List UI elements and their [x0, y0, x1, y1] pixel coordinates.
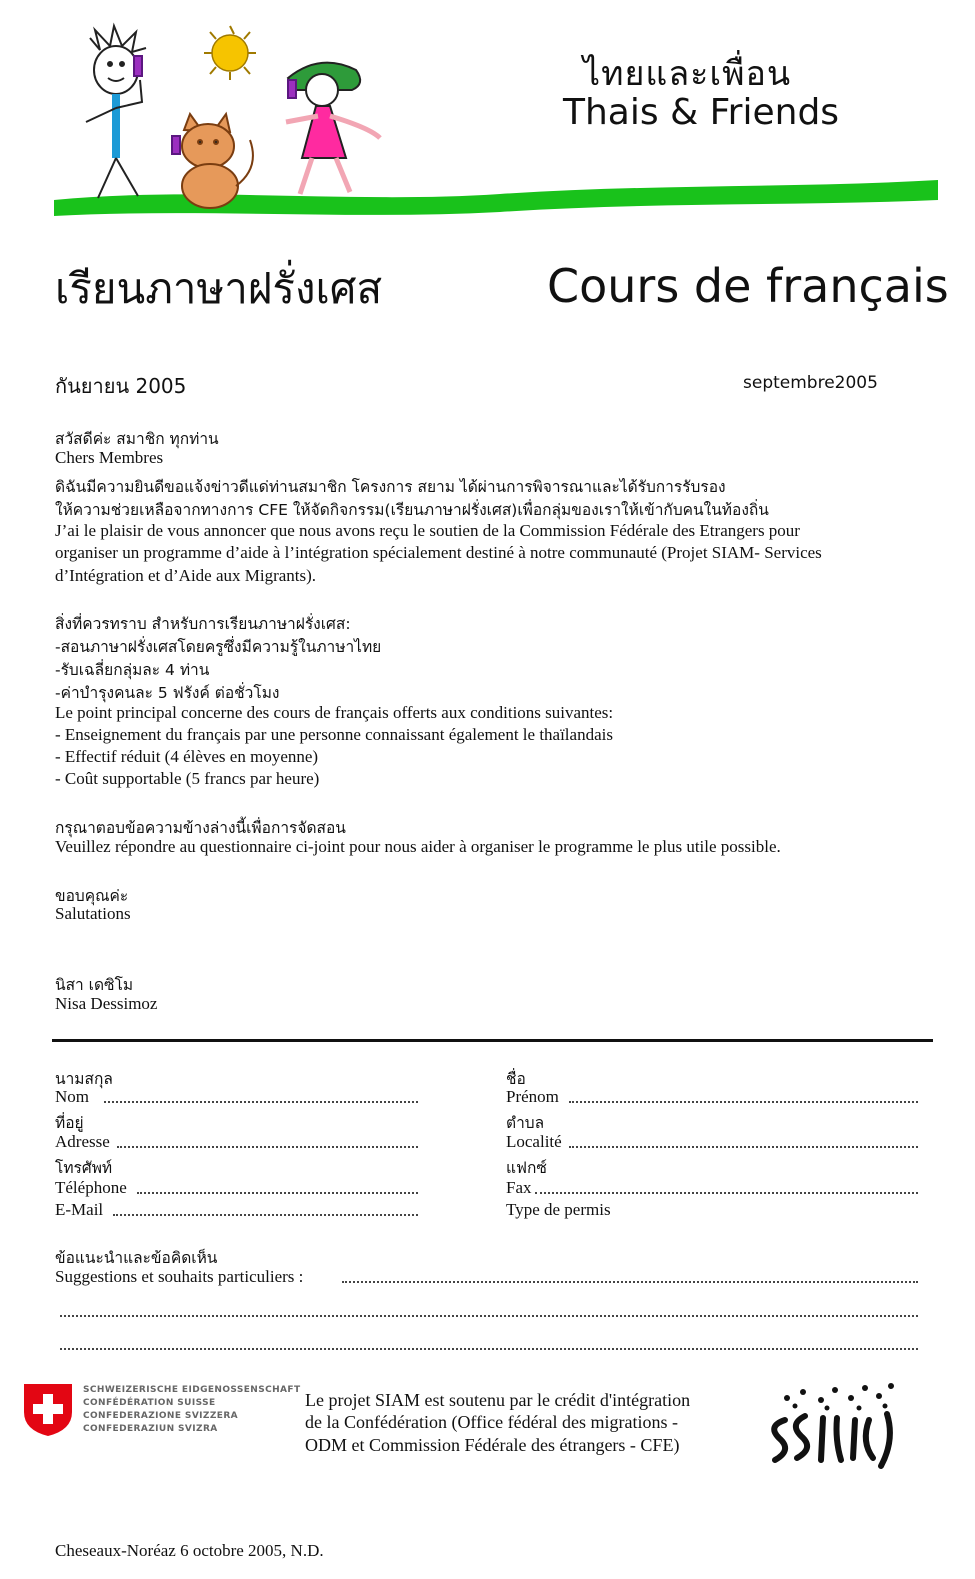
fax-field-line[interactable] [535, 1192, 918, 1194]
email-field-line[interactable] [113, 1214, 418, 1216]
form-fax-label-thai: แฟกซ์ [506, 1159, 547, 1177]
intro-french-line-2: organiser un programme d’aide à l’intégration spécialement destiné à notre communauté (Projet SIAM- Services [55, 543, 822, 562]
greeting-french: Chers Membres [55, 448, 164, 467]
siam-logo [765, 1380, 900, 1470]
page-title-french: Cours de français [547, 259, 949, 313]
form-suggestions-label-thai: ข้อแนะนำและข้อคิดเห็น [55, 1249, 218, 1267]
confederation-name-german: SCHWEIZERISCHE EIDGENOSSENSCHAFT [83, 1385, 301, 1395]
form-adresse-label: Adresse [55, 1132, 110, 1151]
form-suggestions-label: Suggestions et souhaits particuliers : [55, 1267, 304, 1286]
conditions-french-item-3: - Coût supportable (5 francs par heure) [55, 769, 320, 788]
date-french: septembre2005 [743, 373, 878, 393]
conditions-french-item-1: - Enseignement du français par une personne connaissant également le thaïlandais [55, 725, 613, 744]
confederation-name-italian: CONFEDERAZIONE SVIZZERA [83, 1411, 239, 1421]
localite-field-line[interactable] [569, 1146, 918, 1148]
brand-title-thai: ไทยและเพื่อน [583, 54, 792, 94]
request-french: Veuillez répondre au questionnaire ci-joint pour nous aider à organiser le programme le plus utile possible. [55, 837, 781, 856]
intro-french-line-1: J’ai le plaisir de vous annoncer que nous avons reçu le soutien de la Commission Fédérale des Etrangers pour [55, 521, 800, 540]
conditions-thai-item-2: -รับเฉลี่ยกลุ่มละ 4 ท่าน [55, 661, 210, 679]
form-prenom-label-thai: ชื่อ [506, 1070, 526, 1088]
brand-title-english: Thais & Friends [563, 92, 840, 133]
form-adresse-label-thai: ที่อยู่ [55, 1114, 84, 1132]
sun-drawing [204, 26, 256, 80]
suggestions-field-line-2[interactable] [60, 1315, 918, 1317]
conditions-heading-thai: สิ่งที่ควรทราบ สำหรับการเรียนภาษาฝรั่งเศส: [55, 615, 351, 633]
intro-thai-line-2: ให้ความช่วยเหลือจากทางการ CFE ให้จัดกิจกรรม(เรียนภาษาฝรั่งเศส)เพื่อกลุ่มของเราให้เข้ากับคนในท้องถิ่น [55, 501, 769, 519]
conditions-thai-item-1: -สอนภาษาฝรั่งเศสโดยครูซึ่งมีความรู้ในภาษาไทย [55, 638, 382, 656]
request-thai: กรุณาตอบข้อความข้างล่างนี้เพื่อการจัดสอน [55, 819, 346, 837]
date-thai: กันยายน 2005 [55, 374, 187, 398]
form-nom-label-thai: นามสกุล [55, 1070, 113, 1088]
suggestions-field-line-3[interactable] [60, 1348, 918, 1350]
intro-french-line-3: d’Intégration et d’Aide aux Migrants). [55, 566, 317, 585]
confederation-name-romansh: CONFEDERAZIUN SVIZRA [83, 1424, 218, 1434]
credit-line-2: de la Confédération (Office fédéral des migrations - [305, 1412, 679, 1432]
conditions-thai-item-3: -ค่าบำรุงคนละ 5 ฟรังค์ ต่อชั่วโมง [55, 684, 280, 702]
form-localite-label-thai: ตำบล [506, 1114, 545, 1132]
girl-drawing [286, 63, 380, 194]
signature-thai: นิสา เดซิโม [55, 976, 134, 994]
intro-thai-line-1: ดิฉันมีความยินดีขอแจ้งข่าวดีแด่ท่านสมาชิก โครงการ สยาม ได้ผ่านการพิจารณาและได้รับการรับรอง [55, 478, 726, 496]
page-title-thai: เรียนภาษาฝรั่งเศส [55, 264, 383, 313]
swiss-coat-of-arms-icon [22, 1382, 74, 1438]
credit-line-1: Le projet SIAM est soutenu par le crédit d'intégration [305, 1390, 691, 1410]
suggestions-field-line-1[interactable] [342, 1281, 918, 1283]
confederation-name-french: CONFÉDÉRATION SUISSE [83, 1398, 216, 1408]
form-permis-label: Type de permis [506, 1200, 611, 1219]
place-and-date: Cheseaux-Noréaz 6 octobre 2005, N.D. [55, 1541, 324, 1560]
cat-drawing [172, 114, 253, 208]
closing-thai: ขอบคุณค่ะ [55, 887, 129, 905]
telephone-field-line[interactable] [137, 1192, 418, 1194]
form-nom-label: Nom [55, 1087, 89, 1106]
adresse-field-line[interactable] [117, 1146, 418, 1148]
conditions-heading-french: Le point principal concerne des cours de français offerts aux conditions suivantes: [55, 703, 614, 722]
form-email-label: E-Mail [55, 1200, 104, 1219]
section-divider [52, 1039, 933, 1042]
form-telephone-label: Téléphone [55, 1178, 127, 1197]
signature-french: Nisa Dessimoz [55, 994, 158, 1013]
greeting-thai: สวัสดีค่ะ สมาชิก ทุกท่าน [55, 430, 219, 448]
boy-drawing [86, 26, 146, 198]
form-localite-label: Localité [506, 1132, 562, 1151]
form-telephone-label-thai: โทรศัพท์ [55, 1159, 113, 1177]
form-prenom-label: Prénom [506, 1087, 559, 1106]
closing-french: Salutations [55, 904, 131, 923]
form-fax-label: Fax [506, 1178, 532, 1197]
credit-line-3: ODM et Commission Fédérale des étrangers - CFE) [305, 1435, 680, 1455]
nom-field-line[interactable] [104, 1101, 418, 1103]
prenom-field-line[interactable] [569, 1101, 918, 1103]
conditions-french-item-2: - Effectif réduit (4 élèves en moyenne) [55, 747, 319, 766]
